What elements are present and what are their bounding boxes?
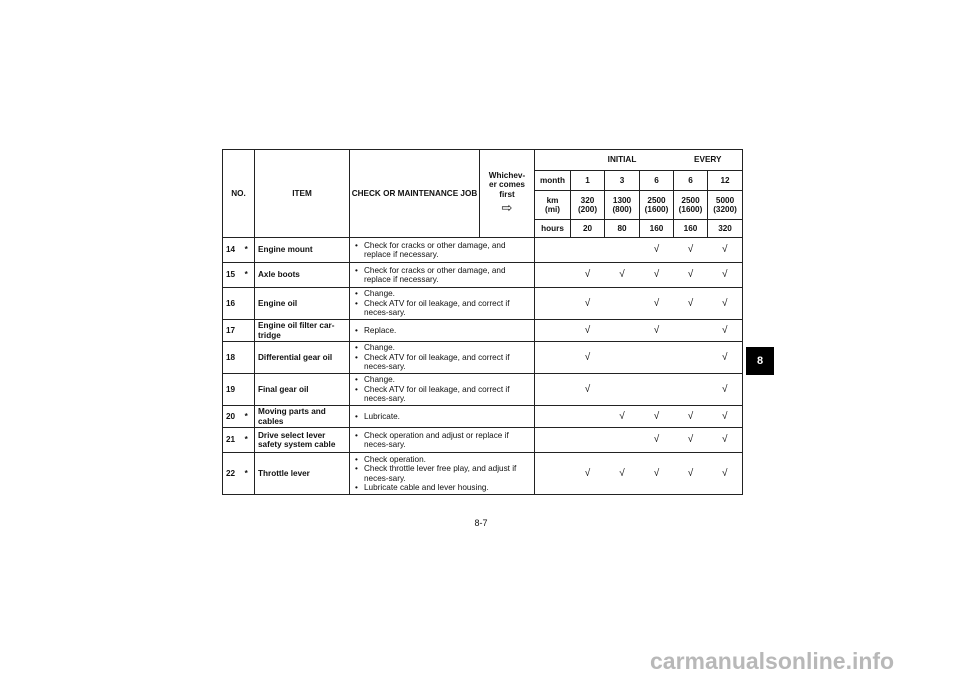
interval-check: √ xyxy=(605,453,640,495)
interval-check: √ xyxy=(674,263,708,288)
whichever-label: Whichev- er comes first xyxy=(488,170,526,199)
item-name: Engine oil filter car-tridge xyxy=(255,320,350,342)
interval-check xyxy=(674,320,708,342)
star-marker: * xyxy=(239,428,255,453)
table-row xyxy=(223,263,743,288)
table-row xyxy=(223,374,743,406)
row-number: 17 xyxy=(223,320,239,342)
interval-check: √ xyxy=(640,320,674,342)
interval-check xyxy=(571,406,605,428)
table-row xyxy=(223,453,743,495)
star-marker xyxy=(239,288,255,320)
interval-check: √ xyxy=(674,406,708,428)
interval-check: √ xyxy=(605,263,640,288)
interval-check xyxy=(674,374,708,406)
interval-check xyxy=(674,342,708,374)
job-description xyxy=(350,374,535,406)
header-interval-value: 160 xyxy=(640,220,674,238)
header-interval-value: 6 xyxy=(674,171,708,191)
job-bullet: • Change. xyxy=(350,375,534,384)
interval-check: √ xyxy=(571,320,605,342)
col-header-item: ITEM xyxy=(255,150,350,238)
table-row xyxy=(223,406,743,428)
interval-check: √ xyxy=(640,288,674,320)
item-name: Engine oil xyxy=(255,288,350,320)
interval-check xyxy=(640,342,674,374)
header-interval-value: 2500 (1600) xyxy=(640,191,674,220)
interval-check xyxy=(571,428,605,453)
interval-check: √ xyxy=(708,374,743,406)
page-number: 8-7 xyxy=(474,518,488,528)
right-arrow-icon: ⇨ xyxy=(501,200,513,216)
interval-check: √ xyxy=(571,453,605,495)
interval-check: √ xyxy=(640,263,674,288)
interval-check: √ xyxy=(708,288,743,320)
star-marker xyxy=(239,342,255,374)
row-number: 22 xyxy=(223,453,239,495)
job-bullet: • Check operation and adjust or replace if neces-sary. xyxy=(350,431,534,450)
job-bullet: • Check operation. xyxy=(350,455,534,464)
row-number: 15 xyxy=(223,263,239,288)
job-bullet: • Check ATV for oil leakage, and correct if neces-sary. xyxy=(350,385,534,404)
row-number: 21 xyxy=(223,428,239,453)
header-unit-label: month xyxy=(535,171,571,191)
interval-check: √ xyxy=(571,288,605,320)
interval-check: √ xyxy=(708,320,743,342)
header-interval-value: 3 xyxy=(605,171,640,191)
header-interval-value: 20 xyxy=(571,220,605,238)
col-header-initial: INITIAL xyxy=(571,150,674,171)
col-header-no: NO. xyxy=(223,150,255,238)
interval-check: √ xyxy=(571,374,605,406)
interval-check xyxy=(571,238,605,263)
job-bullet: • Check ATV for oil leakage, and correct if neces-sary. xyxy=(350,353,534,372)
job-description xyxy=(350,288,535,320)
table-row xyxy=(223,342,743,374)
table-row xyxy=(223,238,743,263)
item-name: Drive select lever safety system cable xyxy=(255,428,350,453)
interval-check: √ xyxy=(640,406,674,428)
interval-check xyxy=(605,428,640,453)
interval-check: √ xyxy=(708,263,743,288)
interval-check: √ xyxy=(708,406,743,428)
interval-check xyxy=(605,342,640,374)
table-row xyxy=(223,320,743,342)
job-description xyxy=(350,238,535,263)
star-marker: * xyxy=(239,238,255,263)
job-description xyxy=(350,342,535,374)
col-header-job xyxy=(350,150,480,238)
header-interval-value: 1300 (800) xyxy=(605,191,640,220)
interval-check: √ xyxy=(708,453,743,495)
interval-check: √ xyxy=(708,342,743,374)
star-marker xyxy=(239,320,255,342)
watermark: carmanualsonline.info xyxy=(650,648,895,674)
item-name: Throttle lever xyxy=(255,453,350,495)
interval-check xyxy=(605,320,640,342)
section-tab: 8 xyxy=(746,347,774,375)
interval-check xyxy=(605,288,640,320)
header-interval-value: 12 xyxy=(708,171,743,191)
interval-check: √ xyxy=(571,263,605,288)
job-description xyxy=(350,428,535,453)
interval-check xyxy=(605,238,640,263)
header-interval-value: 80 xyxy=(605,220,640,238)
interval-check: √ xyxy=(674,428,708,453)
job-bullet: • Change. xyxy=(350,289,534,298)
job-bullet: • Replace. xyxy=(350,326,534,335)
maintenance-table xyxy=(222,149,743,495)
col-header-every: EVERY xyxy=(674,150,743,171)
star-marker xyxy=(239,374,255,406)
job-bullet: • Check ATV for oil leakage, and correct if neces-sary. xyxy=(350,299,534,318)
table-row xyxy=(223,288,743,320)
interval-check: √ xyxy=(708,238,743,263)
interval-check: √ xyxy=(674,453,708,495)
item-name: Final gear oil xyxy=(255,374,350,406)
col-header-whichever xyxy=(480,150,535,238)
job-bullet: • Check for cracks or other damage, and replace if necessary. xyxy=(350,266,534,285)
interval-check: √ xyxy=(674,288,708,320)
item-name: Moving parts and cables xyxy=(255,406,350,428)
header-unit-label: km (mi) xyxy=(535,191,571,220)
item-name: Engine mount xyxy=(255,238,350,263)
header-interval-value: 2500 (1600) xyxy=(674,191,708,220)
item-name: Differential gear oil xyxy=(255,342,350,374)
job-description xyxy=(350,263,535,288)
interval-check: √ xyxy=(708,428,743,453)
header-interval-value: 5000 (3200) xyxy=(708,191,743,220)
job-bullet: • Check for cracks or other damage, and replace if necessary. xyxy=(350,241,534,260)
header-unit-label: hours xyxy=(535,220,571,238)
job-bullet: • Check throttle lever free play, and adjust if neces-sary. xyxy=(350,464,534,483)
header-interval-value: 320 (200) xyxy=(571,191,605,220)
interval-check: √ xyxy=(605,406,640,428)
row-number: 14 xyxy=(223,238,239,263)
table-row xyxy=(223,428,743,453)
interval-check xyxy=(640,374,674,406)
interval-check: √ xyxy=(640,428,674,453)
col-header-job-label: CHECK OR MAINTENANCE JOB xyxy=(351,188,478,198)
job-description xyxy=(350,320,535,342)
job-description xyxy=(350,406,535,428)
header-interval-value: 1 xyxy=(571,171,605,191)
row-number: 16 xyxy=(223,288,239,320)
row-number: 20 xyxy=(223,406,239,428)
job-bullet: • Lubricate. xyxy=(350,412,534,421)
item-name: Axle boots xyxy=(255,263,350,288)
interval-check: √ xyxy=(640,238,674,263)
interval-check: √ xyxy=(640,453,674,495)
row-number: 18 xyxy=(223,342,239,374)
header-interval-value: 6 xyxy=(640,171,674,191)
header-interval-value: 320 xyxy=(708,220,743,238)
interval-check xyxy=(605,374,640,406)
star-marker: * xyxy=(239,453,255,495)
job-description xyxy=(350,453,535,495)
job-bullet: • Change. xyxy=(350,343,534,352)
interval-check: √ xyxy=(674,238,708,263)
row-number: 19 xyxy=(223,374,239,406)
header-interval-value: 160 xyxy=(674,220,708,238)
job-bullet: • Lubricate cable and lever housing. xyxy=(350,483,534,492)
star-marker: * xyxy=(239,263,255,288)
interval-check: √ xyxy=(571,342,605,374)
star-marker: * xyxy=(239,406,255,428)
